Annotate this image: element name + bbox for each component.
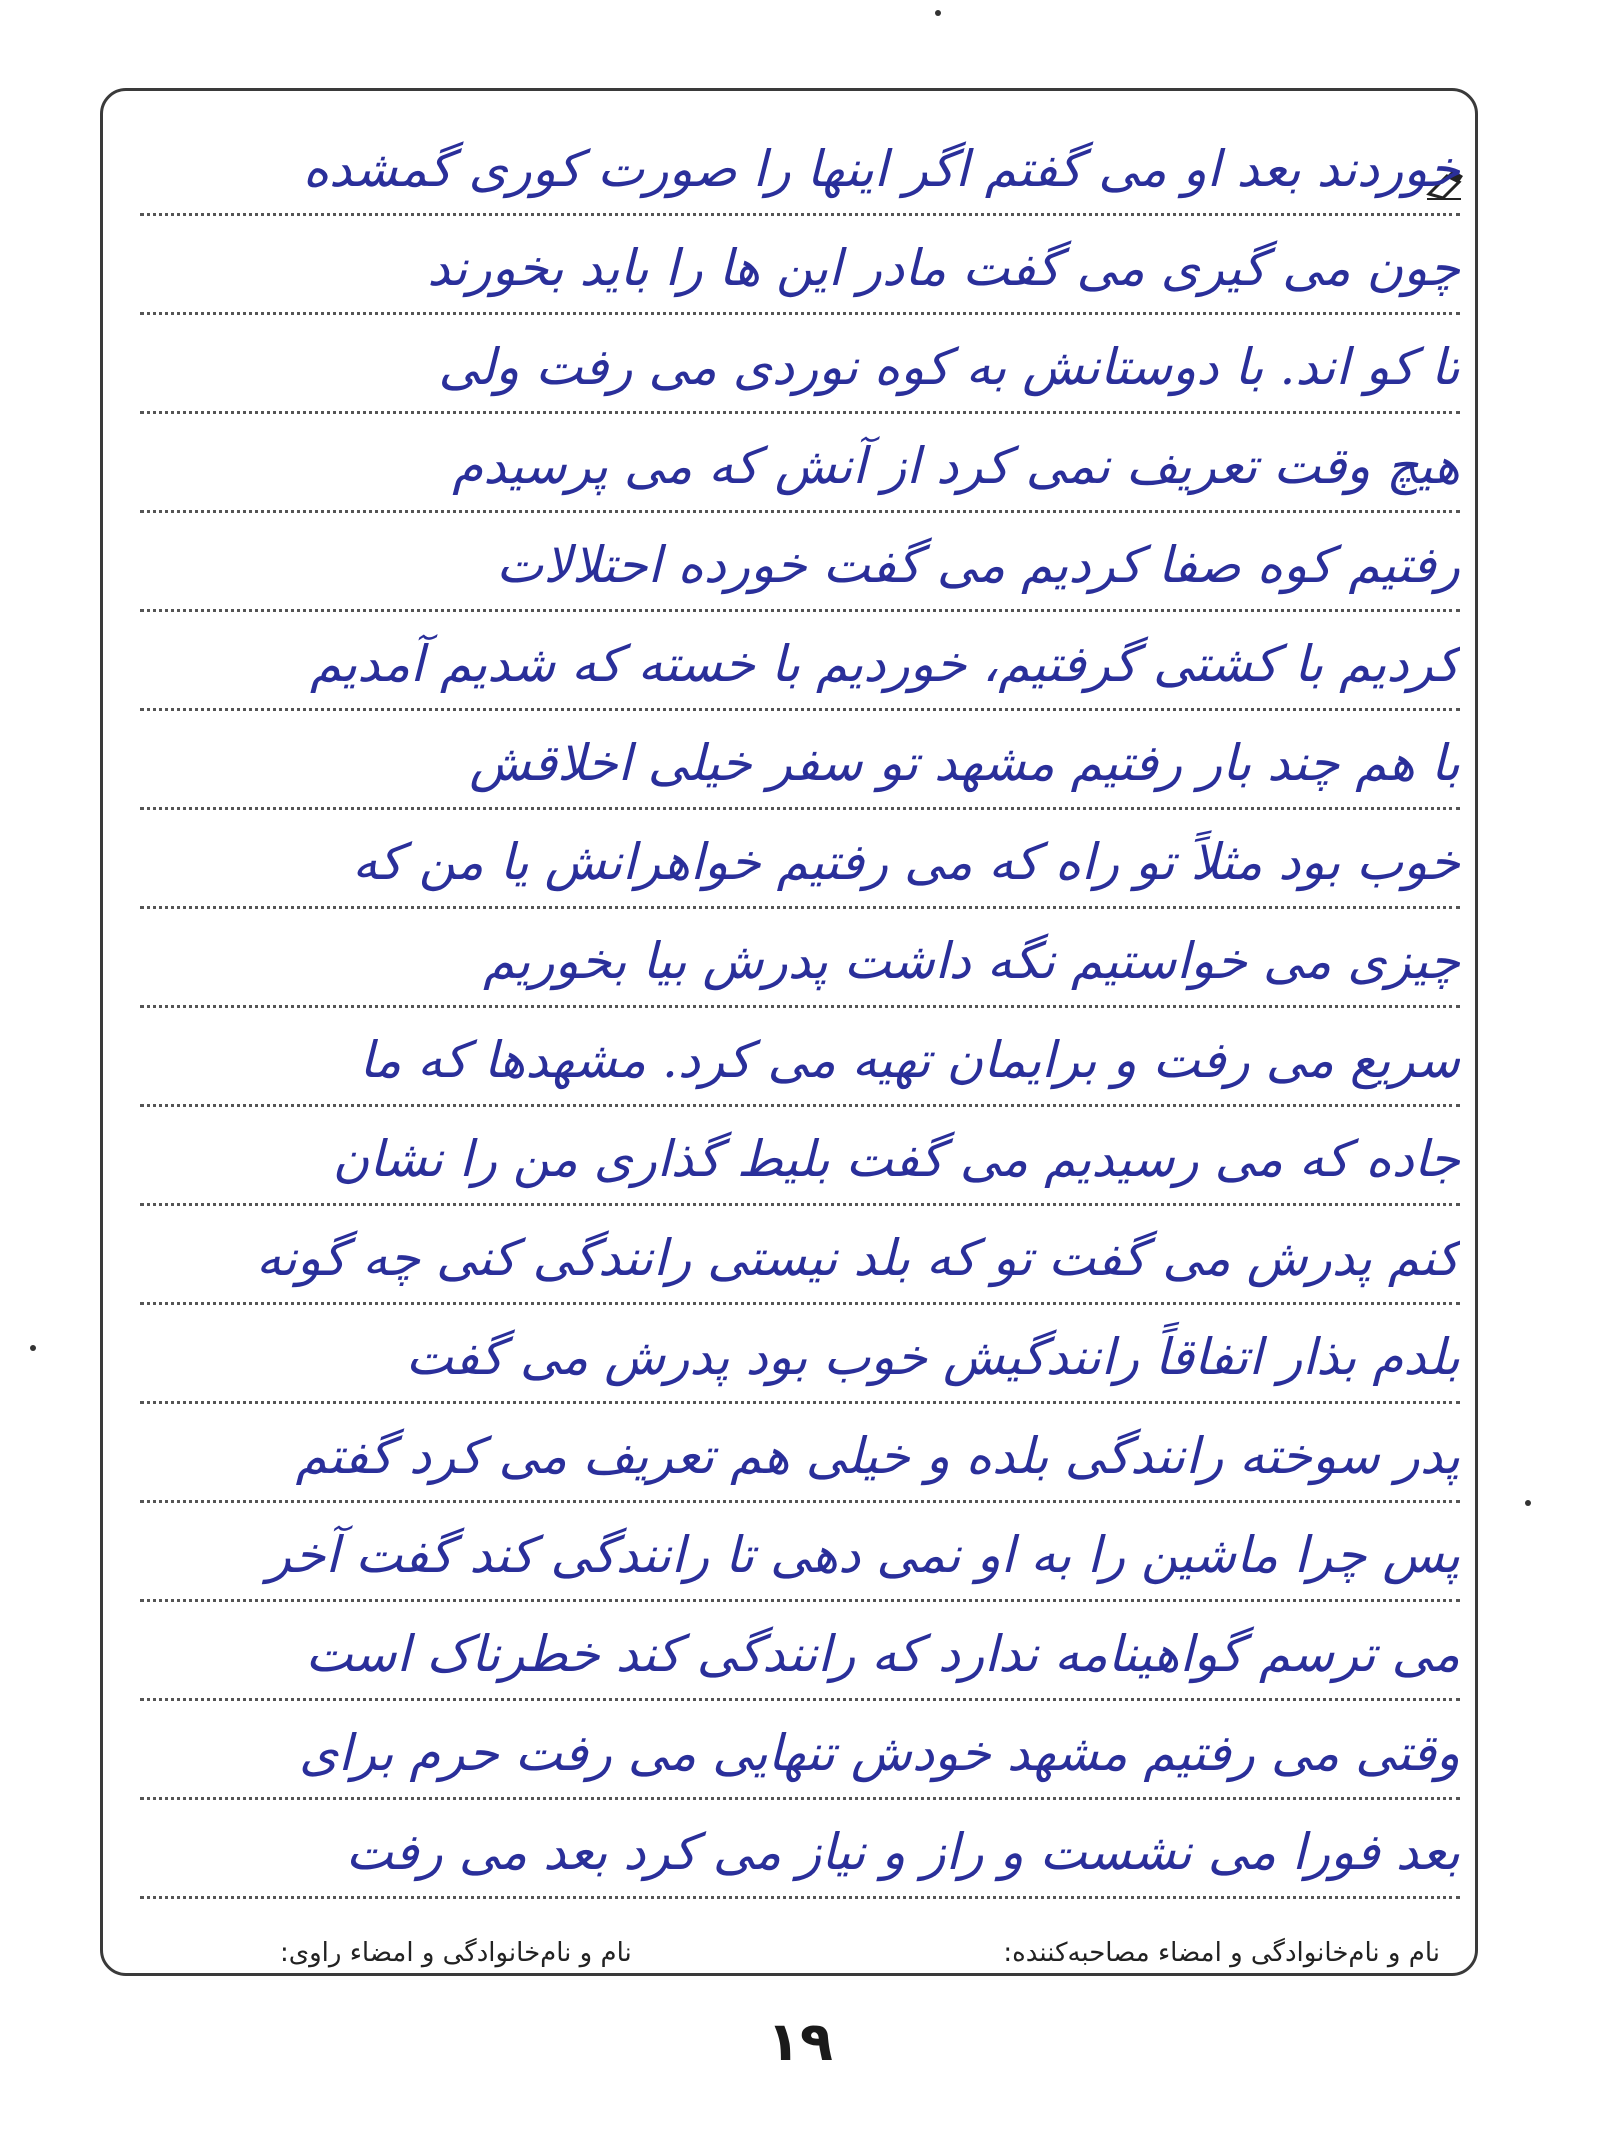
- handwritten-line: خوردند بعد او می گفتم اگر اینها را صورت کوری گمشده: [140, 126, 1460, 216]
- narrator-signature-label: نام و نام‌خانوادگی و امضاء راوی:: [280, 1938, 632, 1968]
- handwritten-line: بعد فورا می نشست و راز و نیاز می کرد بعد می رفت: [140, 1809, 1460, 1899]
- scan-speck: [1525, 1500, 1531, 1506]
- handwritten-line: چون می گیری می گفت مادر این ها را باید بخورند: [140, 225, 1460, 315]
- scan-speck: [30, 1345, 36, 1351]
- interviewer-signature-label: نام و نام‌خانوادگی و امضاء مصاحبه‌کننده:: [1003, 1938, 1440, 1968]
- handwritten-line: هیچ وقت تعریف نمی کرد از آنش که می پرسیدم: [140, 423, 1460, 513]
- handwritten-line: پس چرا ماشین را به او نمی دهی تا رانندگی کند گفت آخر: [140, 1512, 1460, 1602]
- handwritten-line: پدر سوخته رانندگی بلده و خیلی هم تعریف می کرد گفتم: [140, 1413, 1460, 1503]
- handwritten-line: جاده که می رسیدیم می گفت بلیط گذاری من را نشان: [140, 1116, 1460, 1206]
- handwritten-line: با هم چند بار رفتیم مشهد تو سفر خیلی اخلاقش: [140, 720, 1460, 810]
- handwritten-line: کردیم با کشتی گرفتیم، خوردیم با خسته که شدیم آمدیم: [140, 621, 1460, 711]
- handwritten-line: وقتی می رفتیم مشهد خودش تنهایی می رفت حرم برای: [140, 1710, 1460, 1800]
- handwritten-line: کنم پدرش می گفت تو که بلد نیستی رانندگی کنی چه گونه: [140, 1215, 1460, 1305]
- page-number: ۱۹: [767, 2010, 833, 2073]
- handwritten-line: خوب بود مثلاً تو راه که می رفتیم خواهرانش یا من که: [140, 819, 1460, 909]
- handwritten-line: سریع می رفت و برایمان تهیه می کرد. مشهدها که ما: [140, 1017, 1460, 1107]
- handwritten-line: می ترسم گواهینامه ندارد که رانندگی کند خطرناک است: [140, 1611, 1460, 1701]
- handwritten-line: بلدم بذار اتفاقاً رانندگیش خوب بود پدرش می گفت: [140, 1314, 1460, 1404]
- handwritten-line: تا کو اند. با دوستانش به کوه نوردی می رفت ولی: [140, 324, 1460, 414]
- handwritten-line: رفتیم کوه صفا کردیم می گفت خورده احتلالات: [140, 522, 1460, 612]
- handwritten-line: چیزی می خواستیم نگه داشت پدرش بیا بخوریم: [140, 918, 1460, 1008]
- scan-speck: [935, 10, 941, 16]
